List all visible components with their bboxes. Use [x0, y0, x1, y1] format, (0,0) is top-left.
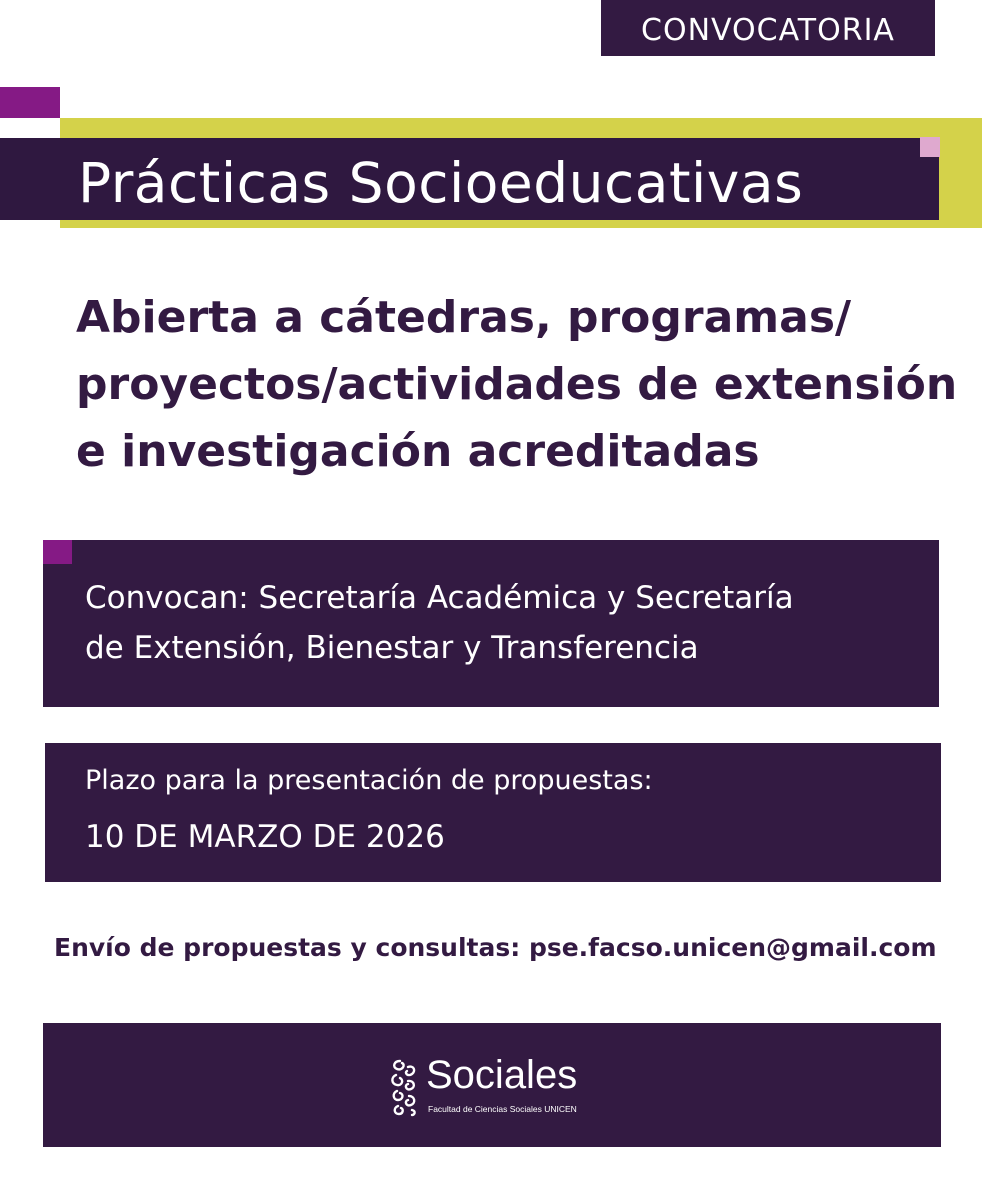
convocatoria-badge	[601, 0, 935, 56]
convocan-line: Convocan: Secretaría Académica y Secretaría	[85, 580, 794, 616]
convocan-line: de Extensión, Bienestar y Transferencia	[85, 630, 699, 666]
deadline-date: 10 DE MARZO DE 2026	[85, 819, 445, 855]
decorative-purple-square	[0, 87, 60, 118]
deadline-label: Plazo para la presentación de propuestas:	[85, 765, 653, 796]
sociales-logo	[388, 1055, 618, 1125]
convocan-text	[85, 573, 794, 673]
sociales-logo-icon	[388, 1057, 420, 1117]
decorative-purple-square	[43, 540, 72, 564]
decorative-pink-square	[920, 137, 940, 157]
logo-subtitle: Facultad de Ciencias Sociales UNICEN	[428, 1104, 577, 1114]
subtitle-line: e investigación acreditadas	[76, 426, 760, 477]
logo-name: Sociales	[426, 1053, 578, 1097]
contact-info: Envío de propuestas y consultas: pse.facso.unicen@gmail.com	[54, 933, 937, 962]
subtitle	[76, 284, 956, 485]
page-title: Prácticas Socioeducativas	[78, 151, 804, 215]
badge-label: CONVOCATORIA	[641, 12, 895, 48]
subtitle-line: Abierta a cátedras, programas/	[76, 292, 852, 343]
subtitle-line: proyectos/actividades de extensión	[76, 359, 958, 410]
